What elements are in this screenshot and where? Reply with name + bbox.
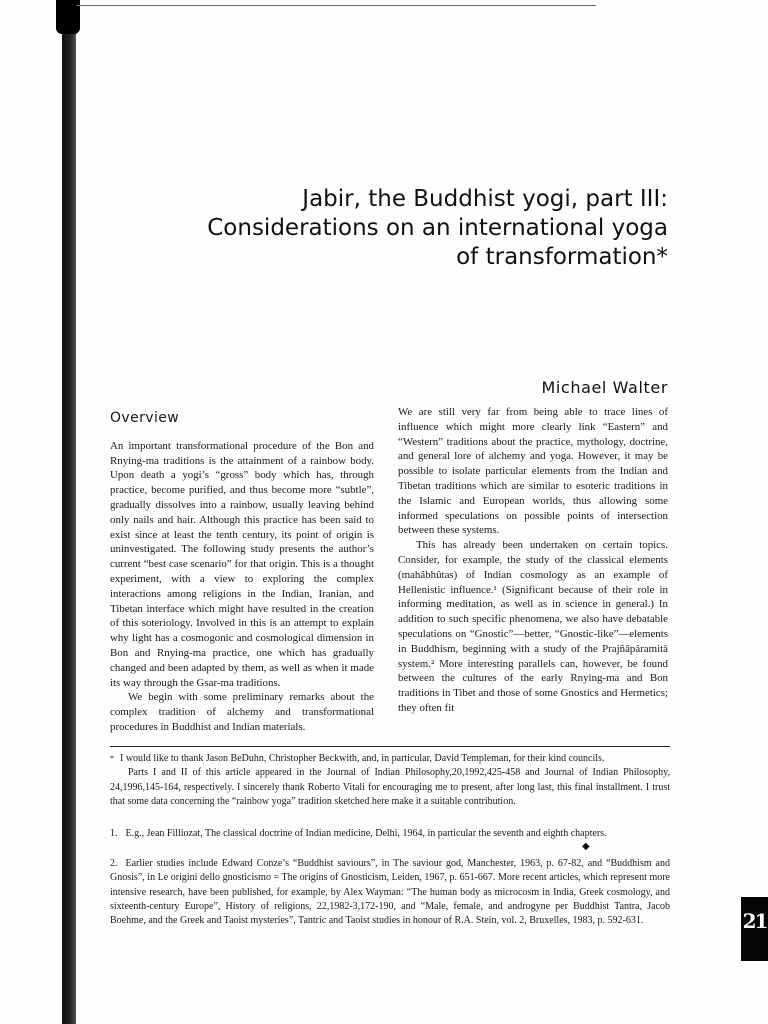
- author-name: Michael Walter: [541, 378, 668, 397]
- right-paragraph-2: This has already been undertaken on certain topics. Consider, for example, the study of the classical elements (mahâbhûtas) of Indian cosmology as an example of Hellenistic influence.¹ (Significant because of their role in informing meditation, as well as in science in general.) In addition to such specific phenomena, we also have debatable speculations on “Gnostic”—better, “Gnostic-like”—elements in Buddhism, beginning with a study of the Prajñâpâramitâ system.² More interesting parallels can, however, be found between the cultures of the early Rnying-ma and Bon traditions in Tibet and those of some Gnostics and Hermetics; they often fit: [398, 539, 668, 714]
- book-spine: [62, 0, 76, 1024]
- page-number-tab: [741, 897, 768, 961]
- footnote-1-number: 1.: [110, 828, 118, 839]
- footnote-2-text: Earlier studies include Edward Conze’s “Buddhist saviours”, in The saviour god, Manchester, 1963, p. 67-82, and “Buddhism and Gnosis”, in Le origini dello gnosticismo = The origins of Gnosticism, Leiden, 1967, p. 651-667. More recent articles, which represent more intensive research, have been published, for example, by Alex Wayman: “The human body as microcosm in India, Greek cosmology, and sixteenth-century Europe”, History of religions, 22,1982-3,172-190, and “Male, female, and androgyne per Buddhist Tantra, Jacob Boehme, and the Greek and Taoist mysteries”, Tantric and Taoist studies in honour of R.A. Stein, vol. 2, Bruxelles, 1983, p. 592-631.: [110, 858, 670, 927]
- diamond-ornament-icon: ◆: [582, 841, 590, 852]
- footnote-2-line: [110, 857, 670, 928]
- right-column: [398, 405, 668, 716]
- title-line-2: Considerations on an international yoga: [207, 215, 668, 241]
- title-line-1: Jabir, the Buddhist yogi, part III:: [302, 186, 668, 212]
- footnote-separator: [110, 746, 670, 747]
- footnote-star-text-2: Parts I and II of this article appeared in the Journal of Indian Philosophy,20,1992,425-458 and Journal of Indian Philosophy, 24,1996,145-164, respectively. I sincerely thank Roberto Vitali for encouraging me to present, after long last, this final installment. I trust that some data concerning the “rainbow yoga” tradition sketched here make it a suitable contribution.: [110, 767, 670, 807]
- footnote-1-line: [110, 827, 670, 841]
- title-line-3: of transformation*: [456, 244, 668, 270]
- page-number: 21: [742, 909, 767, 933]
- footnote-star-line-1: [110, 752, 670, 766]
- right-paragraph-1: We are still very far from being able to trace lines of influence which might more clearly link “Eastern” and “Western” traditions about the practice, mythology, doctrine, and general lore of alchemy and yoga. However, it may be possible to isolate particular elements from the Indian and Tibetan traditions which are similar to esoteric traditions in the Islamic and European worlds, thus allowing some informed speculations on possible points of intersection between these systems.: [398, 406, 668, 537]
- footnote-1: [110, 827, 670, 841]
- footnote-star-marker: *: [110, 754, 114, 763]
- overview-paragraph-2: We begin with some preliminary remarks about the complex tradition of alchemy and transformational procedures in Buddhist and Indian materials.: [110, 691, 374, 733]
- overview-paragraph-1: An important transformational procedure of the Bon and Rnying-ma traditions is the attainment of a rainbow body. Upon death a yogi’s “gross” body which has, through practice, become purified, and thus become more “subtle”, gradually dissolves into a rainbow, usually leaving behind only nails and hair. Although this practice has been said to exist since at least the tenth century, its point of origin is uninvestigated. The following study presents the author’s current “best case scenario” for that origin. This is a thought experiment, with a view to exploring the complex interactions among religions in the Indian, Iranian, and Tibetan interface which might have resulted in the creation of this soteriology. Involved in this is an attempt to explain why light has a cosmogonic and cosmological dimension in Bon and Rnying-ma practice, one which has gradually changed and been adapted by them, as well as when it made its way through the Gsar-ma traditions.: [110, 439, 374, 689]
- top-rule: [76, 5, 596, 6]
- footnote-star-text-1: I would like to thank Jason BeDuhn, Christopher Beckwith, and, in particular, David Templeman, for their kind councils.: [120, 753, 605, 764]
- footnote-1-text: E.g., Jean Filliozat, The classical doctrine of Indian medicine, Delhi, 1964, in particular the seventh and eighth chapters.: [125, 828, 607, 839]
- overview-column: [110, 411, 374, 735]
- footnote-2: [110, 857, 670, 928]
- article-title: [148, 185, 668, 272]
- footnote-2-number: 2.: [110, 858, 118, 869]
- overview-heading: Overview: [110, 410, 180, 426]
- footnote-acknowledgement: [110, 752, 670, 809]
